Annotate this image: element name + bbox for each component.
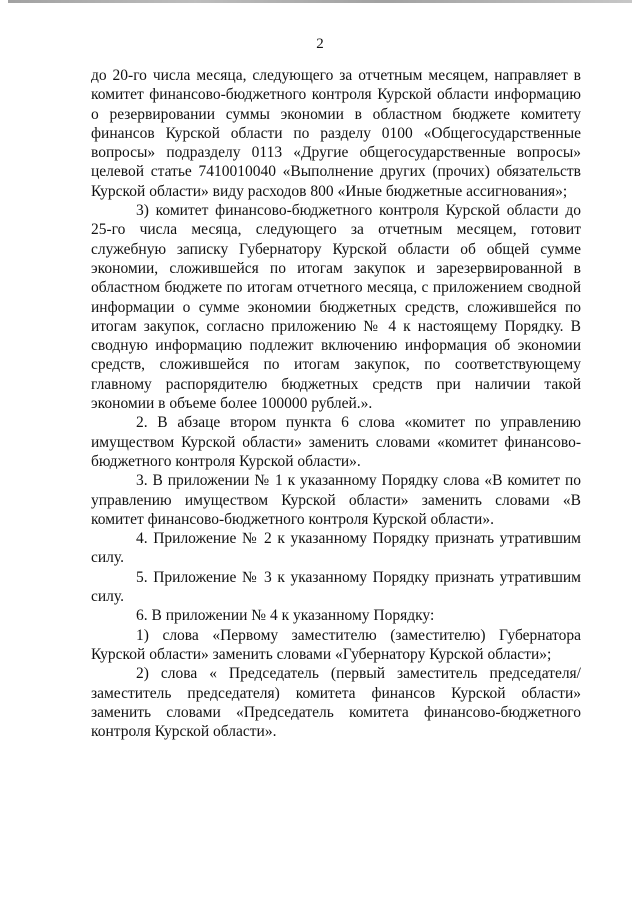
paragraph-point-5: 5. Приложение № 3 к указанному Порядку признать утратившим силу. <box>91 568 581 606</box>
paragraph-item-3: 3) комитет финансово-бюджетного контроля Курской области до 25-го числа месяца, следующего за отчетным месяцем, готовит служебную записку Губернатору Курской области об общей сумме экономии, сложившейся по итогам закупок и зарезервированной в областном бюджете по итогам отчетного месяца, с приложением сводной информации о сумме экономии бюджетных средств, сложившейся по итогам закупок, согласно приложению № 4 к настоящему Порядку. В сводную информацию подлежит включению информация об экономии средств, сложившейся по итогам закупок, по соответствующему главному распорядителю бюджетных средств при наличии такой экономии в объеме более 100000 рублей.». <box>91 202 581 413</box>
paragraph-point-4: 4. Приложение № 2 к указанному Порядку признать утратившим силу. <box>91 530 581 567</box>
paragraph-continuation: до 20-го числа месяца, следующего за отчетным месяцем, направляет в комитет финансово-бюджетного контроля Курской области информацию о резервировании суммы экономии в областном бюджете комитету финансов Курской области по разделу 0100 «Общегосударственные вопросы» подразделу 0113 «Другие общегосударственные вопросы» целевой статье 7410010040 «Выполнение других (прочих) обязательств Курской области» виду расходов 800 «Иные бюджетные ассигнования»; <box>91 67 581 200</box>
paragraph-subitem-2: 2) слова « Председатель (первый заместитель председателя/заместитель председателя) комитета финансов Курской области» заменить словами «Председатель комитета финансово-бюджетного контроля Курской области». <box>91 665 581 741</box>
paragraph-point-6: 6. В приложении № 4 к указанному Порядку: <box>136 607 435 625</box>
paragraph-subitem-1: 1) слова «Первому заместителю (заместителю) Губернатора Курской области» заменить словами «Губернатору Курской области»; <box>91 626 581 663</box>
document-body <box>91 66 581 741</box>
paragraph-point-2: 2. В абзаце втором пункта 6 слова «комитет по управлению имуществом Курской области» заменить словами «комитет финансово-бюджетного контроля Курской области». <box>91 414 581 470</box>
paragraph-point-3: 3. В приложении № 1 к указанному Порядку слова «В комитет по управлению имуществом Курской области» заменить словами «В комитет финансово-бюджетного контроля Курской области». <box>91 472 581 528</box>
page-number: 2 <box>316 36 324 52</box>
page-top-edge <box>8 0 632 3</box>
